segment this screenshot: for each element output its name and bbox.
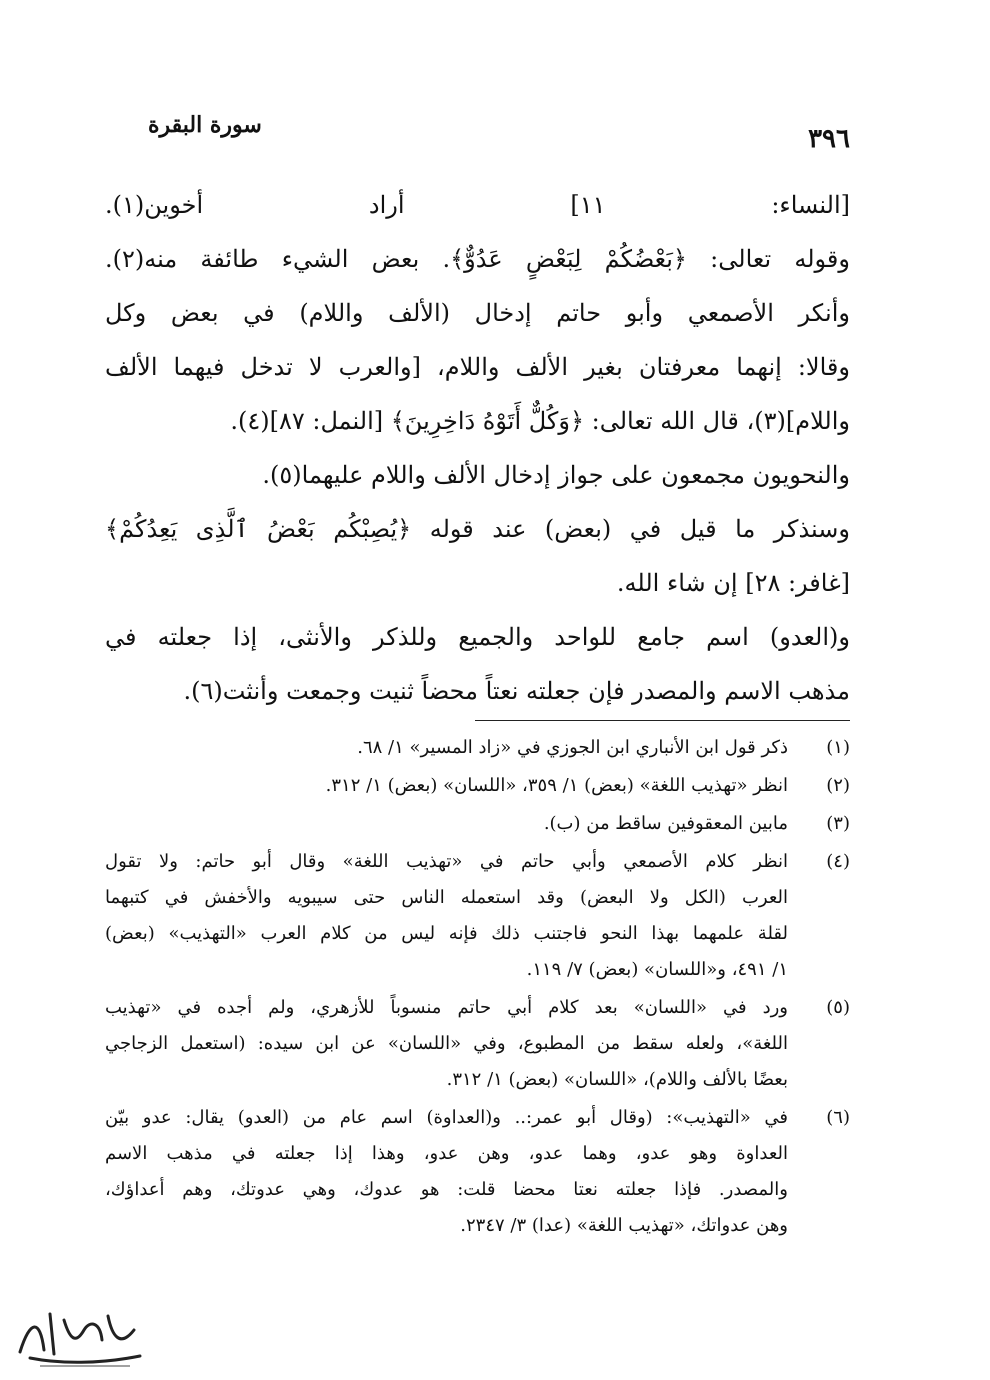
footnote-number: (٣) xyxy=(826,813,850,834)
body-line: واللام](٣)، قال الله تعالى: ﴿وَكُلٌّ أَتَوْهُ دَاخِرِينَ﴾ [النمل: ٨٧](٤). xyxy=(230,407,850,435)
footnote xyxy=(105,844,850,988)
footnote xyxy=(105,806,850,842)
body-line: وسنذكر ما قيل في (بعض) عند قوله ﴿يُصِبْكُم بَعْضُ ٱلَّذِى يَعِدُكُمْ﴾ xyxy=(105,515,850,543)
body-line: مذهب الاسم والمصدر فإن جعلته نعتاً محضاً ثنيت وجمعت وأنثت(٦). xyxy=(183,677,850,705)
footnote-line: ورد في «اللسان» بعد كلام أبي حاتم منسوباً للأزهري، ولم أجده في «تهذيب xyxy=(105,997,788,1018)
page-number: ٣٩٦ xyxy=(808,124,850,154)
footnote-line: انظر «تهذيب اللغة» (بعض) ١/ ٣٥٩، «اللسان» (بعض) ١/ ٣١٢. xyxy=(325,775,788,796)
footnote xyxy=(105,768,850,804)
footnote-divider xyxy=(475,720,850,721)
footnote-line: انظر كلام الأصمعي وأبي حاتم في «تهذيب اللغة» وقال أبو حاتم: ولا تقول xyxy=(105,851,788,872)
footnotes xyxy=(105,730,850,1246)
body-line: [النساء: ١١] أراد أخوين(١). xyxy=(105,191,850,219)
footnote-line: ١/ ٤٩١، و«اللسان» (بعض) ٧/ ١١٩. xyxy=(526,959,788,980)
body-line: [غافر: ٢٨] إن شاء الله. xyxy=(616,569,850,597)
footnote-number: (٦) xyxy=(826,1107,850,1128)
surah-title: سورة البقرة xyxy=(148,112,262,138)
footnote-number: (٥) xyxy=(826,997,850,1018)
footnote xyxy=(105,1100,850,1244)
footnote-number: (٤) xyxy=(826,851,850,872)
footnote-number: (٢) xyxy=(826,775,850,796)
footnote-line: العداوة وهو عدو، وهما عدو، وهن عدو، وهذا إذا جعلته في مذهب الاسم xyxy=(105,1143,788,1164)
footnote-line: العرب (الكل ولا البعض) وقد استعمله الناس حتى سيبويه والأخفش في كتبهما xyxy=(105,887,788,908)
body-line: والنحويون مجمعون على جواز إدخال الألف واللام عليهما(٥). xyxy=(262,461,850,489)
body-line: وقالا: إنهما معرفتان بغير الألف واللام، [والعرب لا تدخل فيهما الألف xyxy=(105,353,850,381)
calligraphy-watermark-logo xyxy=(10,1300,150,1372)
footnote xyxy=(105,730,850,766)
footnote-line: اللغة»، ولعله سقط من المطبوع، وفي «اللسان» عن ابن سيده: (استعمل الزجاجي xyxy=(105,1033,788,1054)
body-line: وأنكر الأصمعي وأبو حاتم إدخال (الألف واللام) في بعض وكل xyxy=(105,299,850,327)
footnote-line: بعضًا بالألف واللام)، «اللسان» (بعض) ١/ ٣١٢. xyxy=(446,1069,788,1090)
footnote-line: في «التهذيب»: (وقال أبو عمر:.. و(العداوة) اسم عام من (العدو) يقال: عدو بيّن xyxy=(105,1107,788,1128)
footnote-line: مابين المعقوفين ساقط من (ب). xyxy=(543,813,788,834)
body-line: وقوله تعالى: ﴿بَعْضُكُمْ لِبَعْضٍ عَدُوٌّ﴾. بعض الشيء طائفة منه(٢). xyxy=(105,245,850,273)
footnote-number: (١) xyxy=(826,737,850,758)
footnote-line: وهن عدواتك، «تهذيب اللغة» (عدا) ٣/ ٢٣٤٧. xyxy=(460,1215,788,1236)
running-head xyxy=(108,112,850,156)
body-line: و(العدو) اسم جامع للواحد والجميع وللذكر والأنثى، إذا جعلته في xyxy=(105,623,850,651)
main-text xyxy=(105,178,850,718)
footnote-line: لقلة علمهما بهذا النحو فاجتنب ذلك فإنه ليس من كلام العرب «التهذيب» (بعض) xyxy=(105,923,788,944)
footnote-line: ذكر قول ابن الأنباري ابن الجوزي في «زاد المسير» ١/ ٦٨. xyxy=(357,737,788,758)
footnote xyxy=(105,990,850,1098)
footnote-line: والمصدر. فإذا جعلته نعتا محضا قلت: هو عدوك، وهي عدوتك، وهم أعداؤك، xyxy=(105,1179,788,1200)
